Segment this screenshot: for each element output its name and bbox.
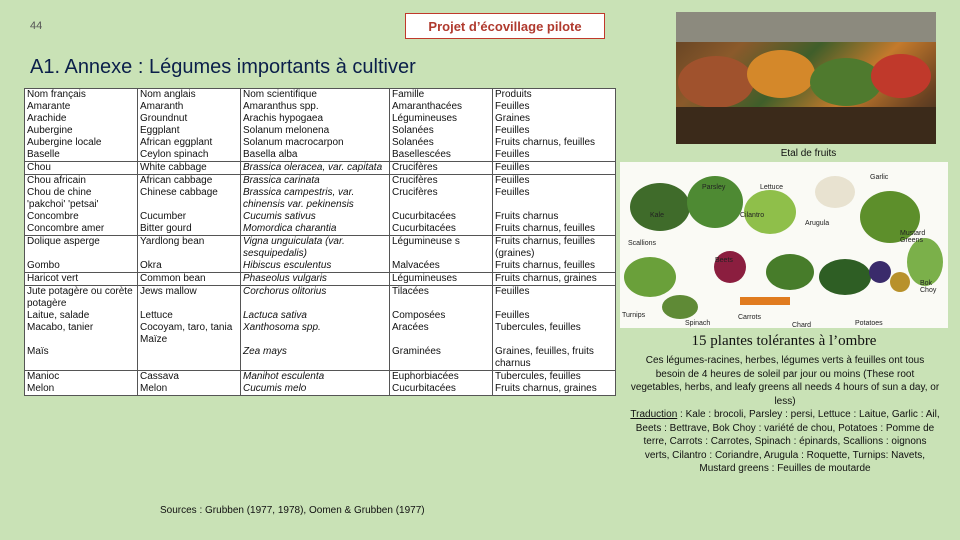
table-cell: Feuilles Feuilles Fruits charnus Fruits charnus, feuilles xyxy=(493,175,616,236)
photo-caption: Etal de fruits xyxy=(780,148,837,159)
table-row xyxy=(25,286,616,371)
table-cell: Tilacées Composées Aracées Graminées xyxy=(390,286,493,371)
shade-text: Ces légumes-racines, herbes, légumes verts à feuilles ont tous besoin de 4 heures de soleil par jour ou moins (These root vegetables, herbs, and leafy greens all needs 4 hours of sun a day, or less) xyxy=(630,355,940,407)
page-number: 44 xyxy=(30,20,43,32)
table-cell: Chou xyxy=(25,162,138,175)
table-cell: Yardlong bean Okra xyxy=(138,236,241,273)
vegetable-label: Parsley xyxy=(702,184,726,191)
table-cell: Légumineuses xyxy=(390,273,493,286)
table-cell: Crucifères Crucifères Cucurbitacées Cucurbitacées xyxy=(390,175,493,236)
vegetable-label: Chard xyxy=(792,322,812,329)
table-cell: Nom anglais Amaranth Groundnut Eggplant African eggplant Ceylon spinach xyxy=(138,89,241,162)
translation-label: Traduction xyxy=(630,409,678,420)
table-row xyxy=(25,89,616,162)
market-photo xyxy=(676,12,936,144)
table-row xyxy=(25,371,616,396)
vegetable-label: Turnips xyxy=(622,312,646,319)
table-cell: Légumineuse s Malvacées xyxy=(390,236,493,273)
vegetable-label: Garlic xyxy=(870,174,889,181)
table-cell: Common bean xyxy=(138,273,241,286)
project-label: Projet d’écovillage pilote xyxy=(405,13,605,39)
table-cell: Vigna unguiculata (var. sesquipedalis) Hibiscus esculentus xyxy=(241,236,390,273)
table-cell: Manioc Melon xyxy=(25,371,138,396)
table-cell: Phaseolus vulgaris xyxy=(241,273,390,286)
table-cell: Nom scientifique Amaranthus spp. Arachis hypogaea Solanum melonena Solanum macrocarpon Basella alba xyxy=(241,89,390,162)
market-photo-image xyxy=(676,12,936,144)
table-cell: African cabbage Chinese cabbage Cucumber Bitter gourd xyxy=(138,175,241,236)
table-cell: Brassica oleracea, var. capitata xyxy=(241,162,390,175)
shade-vegetables-image xyxy=(620,162,948,328)
table-cell: Haricot vert xyxy=(25,273,138,286)
table-cell: Euphorbiacées Cucurbitacées xyxy=(390,371,493,396)
table-cell: Feuilles xyxy=(493,162,616,175)
vegetables-illustration xyxy=(620,162,948,328)
table-cell: Famille Amaranthacées Légumineuses Solanées Solanées Basellescées xyxy=(390,89,493,162)
vegetable-label: Mustard Greens xyxy=(900,230,926,244)
table-row xyxy=(25,236,616,273)
table-cell: Jute potagère ou corète potagère Laitue, salade Macabo, tanier Maïs xyxy=(25,286,138,371)
vegetable-label: Potatoes xyxy=(855,320,883,327)
shade-plants-description xyxy=(630,354,940,476)
table-cell: Cassava Melon xyxy=(138,371,241,396)
vegetable-label: Carrots xyxy=(738,314,761,321)
shade-plants-title: 15 plantes tolérantes à l’ombre xyxy=(691,333,877,349)
vegetable-label: Lettuce xyxy=(760,184,783,191)
table-cell: Corchorus olitorius Lactuca sativa Xanthosoma spp. Zea mays xyxy=(241,286,390,371)
sources-note: Sources : Grubben (1977, 1978), Oomen & Grubben (1977) xyxy=(160,505,425,516)
vegetable-label: Scallions xyxy=(628,240,657,247)
table-row xyxy=(25,162,616,175)
vegetable-label: Kale xyxy=(650,212,665,219)
table-cell: Fruits charnus, feuilles (graines) Fruits charnus, feuilles xyxy=(493,236,616,273)
table-cell: White cabbage xyxy=(138,162,241,175)
table-row xyxy=(25,273,616,286)
table-cell: Jews mallow Lettuce Cocoyam, taro, tania Maïze xyxy=(138,286,241,371)
vegetable-label: Cilantro xyxy=(740,212,765,219)
table-cell: Brassica carinata Brassica campestris, var. chinensis var. pekinensis Cucumis sativus Momordica charantia xyxy=(241,175,390,236)
table-cell: Crucifères xyxy=(390,162,493,175)
table-cell: Feuilles Feuilles Tubercules, feuilles Graines, feuilles, fruits charnus xyxy=(493,286,616,371)
table-cell: Tubercules, feuilles Fruits charnus, graines xyxy=(493,371,616,396)
translation-text: : Kale : brocoli, Parsley : persi, Lettuce : Laitue, Garlic : Ail, Beets : Bettrave, Bok Choy : variété de chou, Potatoes : Pomme de terre, Carrots : Carrotes, Spinach : épinards, Scallions : oignons verts, Cilantro : Coriandre, Arugula : Roquette, Turnips: Navets, Mustard greens : Feuilles de moutarde xyxy=(635,409,940,474)
table-cell: Nom français Amarante Arachide Aubergine Aubergine locale Baselle xyxy=(25,89,138,162)
table-row xyxy=(25,175,616,236)
table-cell: Chou africain Chou de chine 'pakchoi' 'petsai' Concombre Concombre amer xyxy=(25,175,138,236)
vegetable-label: Arugula xyxy=(805,220,830,227)
table-cell: Produits Feuilles Graines Feuilles Fruits charnus, feuilles Feuilles xyxy=(493,89,616,162)
page-title: A1. Annexe : Légumes importants à cultiver xyxy=(30,56,416,78)
table-cell: Dolique asperge Gombo xyxy=(25,236,138,273)
vegetable-label: Spinach xyxy=(685,320,711,327)
table-cell: Manihot esculenta Cucumis melo xyxy=(241,371,390,396)
vegetables-table xyxy=(24,88,616,396)
vegetable-label: Bok Choy xyxy=(920,280,937,294)
table-cell: Fruits charnus, graines xyxy=(493,273,616,286)
vegetable-label: Beets xyxy=(715,257,733,264)
